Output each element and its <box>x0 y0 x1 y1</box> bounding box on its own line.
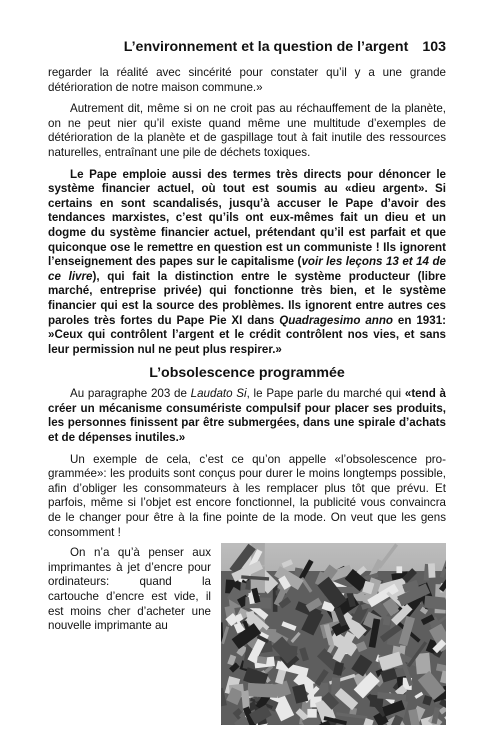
paragraph-obsolescence: Un exemple de cela, c’est ce qu’on appelle «l’obsolescence programmée»: les produits sont conçus pour durer le moins longtemps possible, afin d’obliger les consommateurs à les remplacer plus tôt que prévu. Et parfois, même si l’objet est encore fonctionnel, la publicité vous convaincra de le changer pour être à la fine pointe de la mode. On veut que les gens consomment ! <box>48 452 446 539</box>
chapter-title: L’environnement et la question de l’argent <box>123 39 409 55</box>
paragraph-deterioration: Autrement dit, même si on ne croit pas au réchauffement de la planète, on ne peut nier qu’il existe quand même une multitude d’exemples de détérioration de la planète et de gaspillage tout à fait inutile des ressources naturelles, entraînant une pile de déchets toxiques. <box>48 102 446 159</box>
electronic-waste-photo <box>221 543 446 725</box>
book-page <box>48 38 446 725</box>
scrap-fragment <box>307 709 316 718</box>
scrap-fragment <box>383 616 391 626</box>
paragraph-continuation: regarder la réalité avec sincérité pour constater qu’il y a une grande détérioration de notre maison commune.» <box>48 66 446 94</box>
running-header <box>48 38 446 56</box>
paragraph-financial-system: Le Pape emploie aussi des termes très directs pour dénoncer le système financier actuel, où tout est soumis au «dieu argent». Si certains en sont scandalisés, jusqu’à accuser le Pape d’avoir des tendances marxistes, c’est qu’ils ont eux-mêmes fait un dieu et un dogme du système financier actuel, prétendant qu’il est parfait et que quiconque ose le remettre en question est un communiste ! Ils ignorent l’enseignement des papes sur le capitalisme (voir les leçons 13 et 14 de ce livre), qui fait la distinction entre le système producteur (libre marché, entreprise privée) qui fonctionne très bien, et le système financier qui est la source des problèmes. Ils ignorent entre autres ces paroles très fortes du Pape Pie XI dans Quadragesimo anno en 1931: »Ceux qui contrôlent l’argent et le crédit contrôlent nos vies, et sans leur permission nul ne peut plus respirer.» <box>48 167 447 356</box>
page-number: 103 <box>422 39 446 55</box>
scrap-fragment <box>396 567 402 574</box>
scrap-pile-image <box>221 543 446 725</box>
paragraph-printers: On n’a qu’à penser aux imprimantes à jet d’encre pour ordinateurs: quand la cartouche d’encre est vide, il est moins cher d’acheter une nouvelle imprimante au <box>48 546 211 633</box>
scrap-fragment <box>247 683 277 698</box>
section-heading: L’obsolescence programmée <box>149 365 345 382</box>
text-with-photo <box>48 453 446 634</box>
scrap-fragment <box>428 564 436 579</box>
scrap-fragment <box>257 656 267 664</box>
paragraph-laudato-si: Au paragraphe 203 de Laudato Si, le Pape parle du marché qui «tend à créer un mécanisme consumériste compulsif pour placer ses produits, les personnes finissent par être submergées, dans une spirale d’achats et de dépenses inutiles.» <box>48 387 446 445</box>
